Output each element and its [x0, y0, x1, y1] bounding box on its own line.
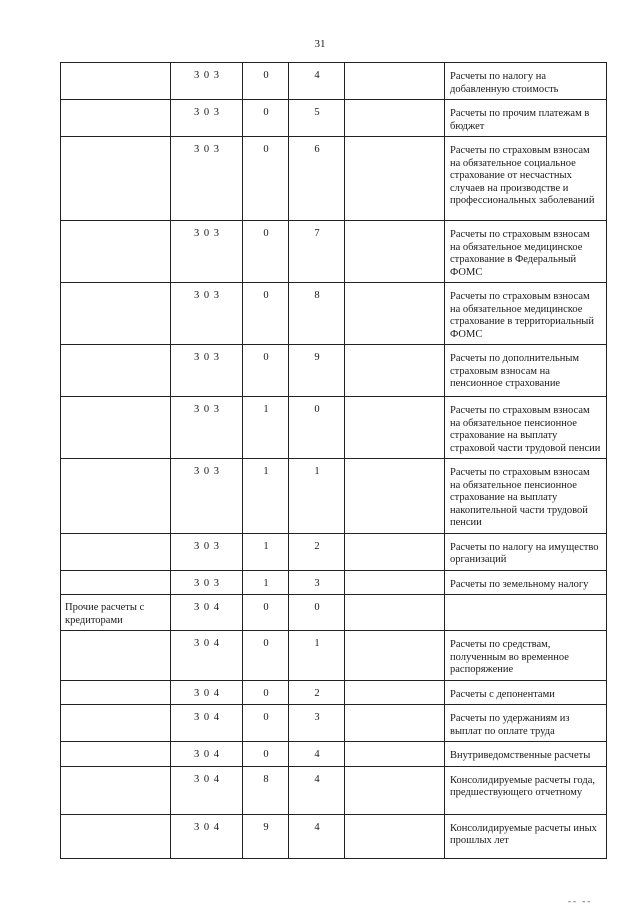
- description-cell: Расчеты по налогу на имущество организаций: [445, 533, 607, 570]
- corner-mark: -- --: [568, 896, 593, 906]
- description-cell: Расчеты по страховым взносам на обязательное медицинское страхование в территориальный ФОМС: [445, 283, 607, 345]
- subaccount-cell: 0: [243, 742, 289, 767]
- account-code-cell: 3 0 4: [171, 705, 243, 742]
- analytic-code-cell: 4: [289, 766, 345, 814]
- subaccount-cell: 1: [243, 570, 289, 595]
- table-row: [61, 100, 607, 137]
- blank-cell: [345, 631, 445, 681]
- account-code-cell: 3 0 3: [171, 137, 243, 221]
- account-code-cell: 3 0 4: [171, 680, 243, 705]
- blank-cell: [345, 397, 445, 459]
- blank-cell: [345, 283, 445, 345]
- subaccount-cell: 1: [243, 459, 289, 534]
- account-cell: [61, 63, 171, 100]
- description-cell: Расчеты по налогу на добавленную стоимость: [445, 63, 607, 100]
- account-cell: Прочие расчеты с кредиторами: [61, 595, 171, 631]
- analytic-code-cell: 2: [289, 680, 345, 705]
- account-code-cell: 3 0 3: [171, 100, 243, 137]
- blank-cell: [345, 595, 445, 631]
- table-row: [61, 221, 607, 283]
- account-code-cell: 3 0 3: [171, 459, 243, 534]
- account-cell: [61, 631, 171, 681]
- table-row: [61, 680, 607, 705]
- table-row: [61, 766, 607, 814]
- table-row: [61, 533, 607, 570]
- table-row: [61, 397, 607, 459]
- description-cell: Консолидируемые расчеты года, предшествующего отчетному: [445, 766, 607, 814]
- account-code-cell: 3 0 4: [171, 742, 243, 767]
- table-row: [61, 814, 607, 858]
- subaccount-cell: 0: [243, 137, 289, 221]
- subaccount-cell: 0: [243, 631, 289, 681]
- description-cell: Расчеты по страховым взносам на обязательное социальное страхование от несчастных случаев на производстве и профессиональных заболеваний: [445, 137, 607, 221]
- analytic-code-cell: 2: [289, 533, 345, 570]
- analytic-code-cell: 6: [289, 137, 345, 221]
- description-cell: Расчеты по дополнительным страховым взносам на пенсионное страхование: [445, 345, 607, 397]
- analytic-code-cell: 8: [289, 283, 345, 345]
- subaccount-cell: 8: [243, 766, 289, 814]
- blank-cell: [345, 533, 445, 570]
- analytic-code-cell: 3: [289, 570, 345, 595]
- account-cell: [61, 459, 171, 534]
- account-code-cell: 3 0 3: [171, 345, 243, 397]
- analytic-code-cell: 0: [289, 595, 345, 631]
- subaccount-cell: 1: [243, 397, 289, 459]
- table-row: [61, 595, 607, 631]
- account-code-cell: 3 0 3: [171, 63, 243, 100]
- account-code-cell: 3 0 3: [171, 397, 243, 459]
- table-row: [61, 345, 607, 397]
- account-code-cell: 3 0 3: [171, 283, 243, 345]
- account-code-cell: 3 0 4: [171, 595, 243, 631]
- blank-cell: [345, 221, 445, 283]
- blank-cell: [345, 345, 445, 397]
- analytic-code-cell: 0: [289, 397, 345, 459]
- account-code-cell: 3 0 3: [171, 533, 243, 570]
- blank-cell: [345, 766, 445, 814]
- table-row: [61, 742, 607, 767]
- description-cell: Внутриведомственные расчеты: [445, 742, 607, 767]
- table-row: [61, 705, 607, 742]
- analytic-code-cell: 1: [289, 631, 345, 681]
- account-code-cell: 3 0 4: [171, 631, 243, 681]
- account-code-cell: 3 0 4: [171, 766, 243, 814]
- account-cell: [61, 814, 171, 858]
- subaccount-cell: 0: [243, 221, 289, 283]
- account-cell: [61, 283, 171, 345]
- subaccount-cell: 9: [243, 814, 289, 858]
- table-row: [61, 283, 607, 345]
- description-cell: Консолидируемые расчеты иных прошлых лет: [445, 814, 607, 858]
- subaccount-cell: 0: [243, 680, 289, 705]
- description-cell: [445, 595, 607, 631]
- account-code-cell: 3 0 4: [171, 814, 243, 858]
- description-cell: Расчеты по средствам, полученным во временное распоряжение: [445, 631, 607, 681]
- account-cell: [61, 680, 171, 705]
- account-cell: [61, 100, 171, 137]
- description-cell: Расчеты по земельному налогу: [445, 570, 607, 595]
- accounts-table: [60, 62, 607, 859]
- account-code-cell: 3 0 3: [171, 570, 243, 595]
- account-cell: [61, 345, 171, 397]
- analytic-code-cell: 4: [289, 63, 345, 100]
- analytic-code-cell: 5: [289, 100, 345, 137]
- subaccount-cell: 0: [243, 705, 289, 742]
- subaccount-cell: 0: [243, 345, 289, 397]
- analytic-code-cell: 4: [289, 742, 345, 767]
- subaccount-cell: 0: [243, 283, 289, 345]
- blank-cell: [345, 63, 445, 100]
- table-row: [61, 63, 607, 100]
- account-code-cell: 3 0 3: [171, 221, 243, 283]
- analytic-code-cell: 1: [289, 459, 345, 534]
- description-cell: Расчеты по страховым взносам на обязательное пенсионное страхование на выплату страховой части трудовой пенсии: [445, 397, 607, 459]
- analytic-code-cell: 4: [289, 814, 345, 858]
- blank-cell: [345, 814, 445, 858]
- subaccount-cell: 0: [243, 595, 289, 631]
- blank-cell: [345, 100, 445, 137]
- account-cell: [61, 705, 171, 742]
- table-row: [61, 570, 607, 595]
- account-cell: [61, 533, 171, 570]
- analytic-code-cell: 9: [289, 345, 345, 397]
- blank-cell: [345, 459, 445, 534]
- description-cell: Расчеты по страховым взносам на обязательное медицинское страхование в Федеральный ФОМС: [445, 221, 607, 283]
- account-cell: [61, 742, 171, 767]
- subaccount-cell: 1: [243, 533, 289, 570]
- analytic-code-cell: 3: [289, 705, 345, 742]
- description-cell: Расчеты по страховым взносам на обязательное пенсионное страхование на выплату накопительной части трудовой пенсии: [445, 459, 607, 534]
- account-cell: [61, 766, 171, 814]
- description-cell: Расчеты с депонентами: [445, 680, 607, 705]
- subaccount-cell: 0: [243, 100, 289, 137]
- blank-cell: [345, 570, 445, 595]
- blank-cell: [345, 137, 445, 221]
- page-number: 31: [314, 38, 326, 50]
- table-row: [61, 137, 607, 221]
- blank-cell: [345, 742, 445, 767]
- table-row: [61, 459, 607, 534]
- description-cell: Расчеты по прочим платежам в бюджет: [445, 100, 607, 137]
- account-cell: [61, 570, 171, 595]
- analytic-code-cell: 7: [289, 221, 345, 283]
- subaccount-cell: 0: [243, 63, 289, 100]
- account-cell: [61, 397, 171, 459]
- description-cell: Расчеты по удержаниям из выплат по оплате труда: [445, 705, 607, 742]
- blank-cell: [345, 705, 445, 742]
- account-cell: [61, 221, 171, 283]
- account-cell: [61, 137, 171, 221]
- table-row: [61, 631, 607, 681]
- blank-cell: [345, 680, 445, 705]
